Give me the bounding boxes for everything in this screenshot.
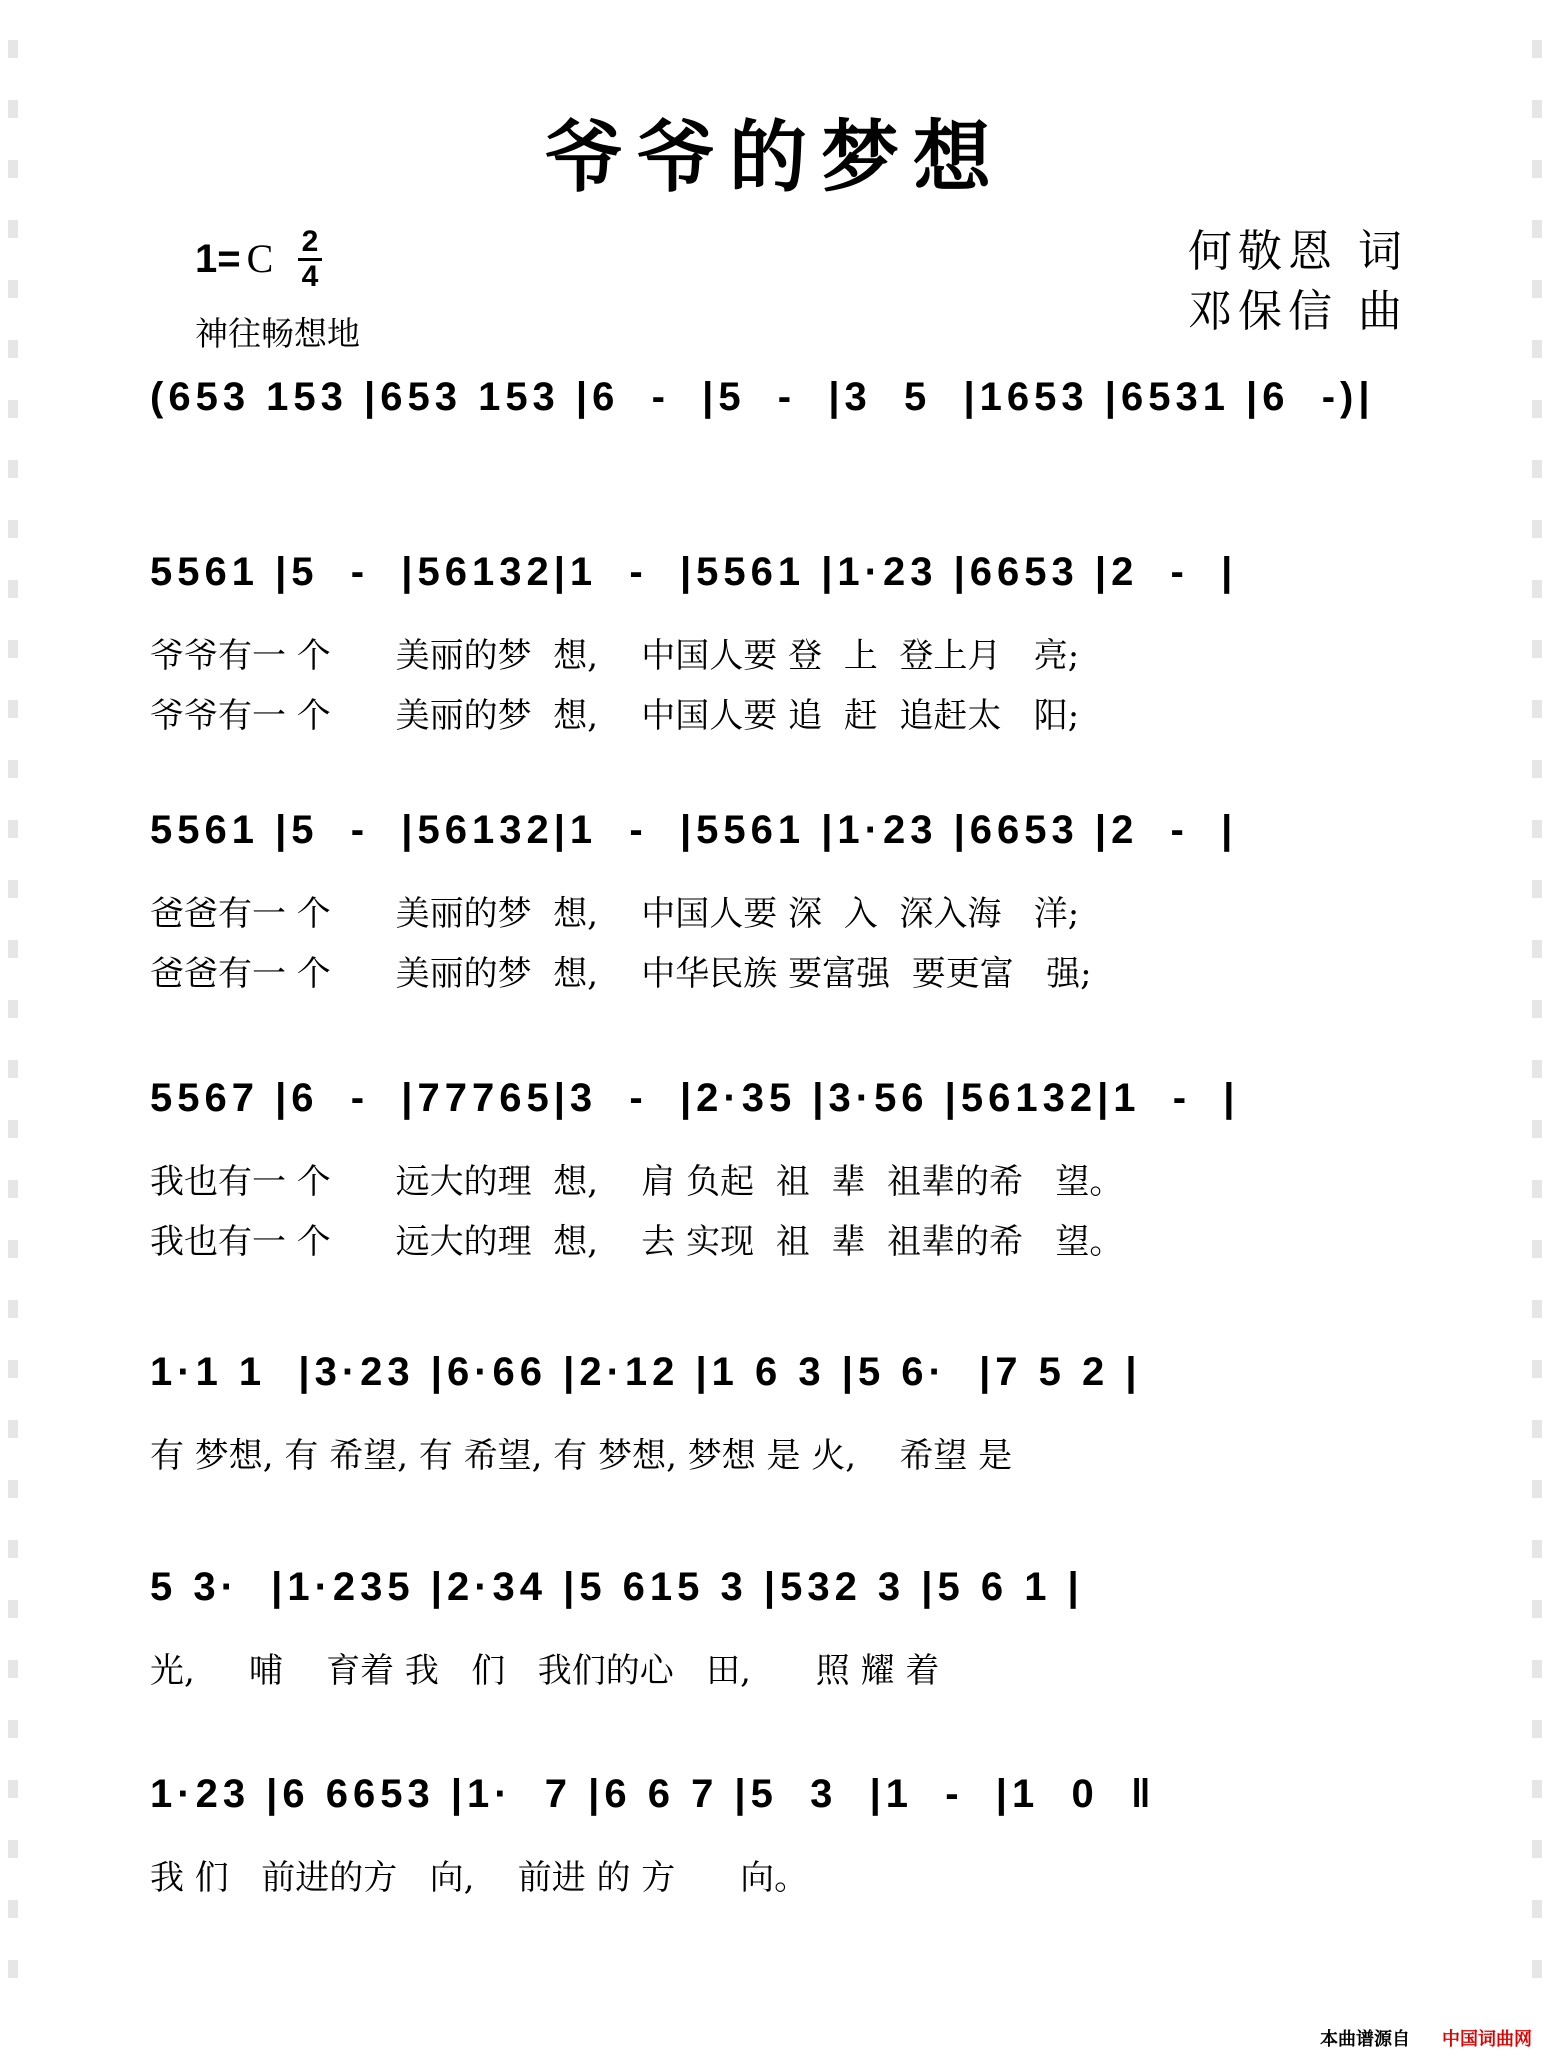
system-2-lyric-verse-1: 爸爸有一 个 美丽的梦 想, 中国人要 深 入 深入海 洋; [150, 894, 1080, 934]
intro-notation: (653 153 |653 153 |6 - |5 - |3 5 |1653 |6531 |6 -)| [150, 375, 1375, 419]
system-1-lyric-verse-1: 爷爷有一 个 美丽的梦 想, 中国人要 登 上 登上月 亮; [150, 636, 1080, 676]
system-1-lyric-verse-2: 爷爷有一 个 美丽的梦 想, 中国人要 追 赶 追赶太 阳; [150, 696, 1080, 736]
system-2-lyric-verse-2: 爸爸有一 个 美丽的梦 想, 中华民族 要富强 要更富 强; [150, 954, 1092, 994]
time-denominator: 4 [301, 260, 319, 293]
song-title: 爷爷的梦想 [544, 112, 1005, 203]
key-signature [195, 235, 273, 282]
footer-source-name: 中国词曲网 [1442, 2029, 1532, 2050]
tempo-marking: 神往畅想地 [195, 314, 360, 353]
system-2-notation: 5561 |5 - |56132|1 - |5561 |1·23 |6653 |2 - | [150, 808, 1238, 852]
right-watermark-strip [1532, 40, 1542, 2020]
left-watermark-strip [8, 40, 18, 2020]
chorus-2-notation: 5 3· |1·235 |2·34 |5 615 3 |532 3 |5 6 1 | [150, 1565, 1084, 1609]
chorus-1-lyric: 有 梦想, 有 希望, 有 希望, 有 梦想, 梦想 是 火, 希望 是 [150, 1436, 1013, 1476]
footer-source-label: 本曲谱源自 [1320, 2029, 1410, 2050]
system-3-lyric-verse-1: 我也有一 个 远大的理 想, 肩 负起 祖 辈 祖辈的希 望。 [150, 1162, 1124, 1202]
time-numerator: 2 [298, 226, 322, 261]
chorus-1-notation: 1·1 1 |3·23 |6·66 |2·12 |1 6 3 |5 6· |7 5 2 | [150, 1350, 1142, 1394]
composer-credit: 邓保信 曲 [1188, 286, 1408, 337]
chorus-3-lyric: 我 们 前进的方 向, 前进 的 方 向。 [150, 1858, 809, 1898]
system-3-notation: 5567 |6 - |77765|3 - |2·35 |3·56 |56132|1 - | [150, 1076, 1240, 1120]
key-tonic: C [246, 236, 274, 281]
lyricist-credit: 何敬恩 词 [1188, 226, 1408, 277]
chorus-3-notation: 1·23 |6 6653 |1· 7 |6 6 7 |5 3 |1 - |1 0 ‖ [150, 1772, 1156, 1816]
chorus-2-lyric: 光, 哺 育着 我 们 我们的心 田, 照 耀 着 [150, 1651, 940, 1691]
key-label: 1= [195, 237, 241, 281]
system-3-lyric-verse-2: 我也有一 个 远大的理 想, 去 实现 祖 辈 祖辈的希 望。 [150, 1222, 1124, 1262]
time-signature [298, 226, 322, 293]
system-1-notation: 5561 |5 - |56132|1 - |5561 |1·23 |6653 |2 - | [150, 550, 1238, 594]
